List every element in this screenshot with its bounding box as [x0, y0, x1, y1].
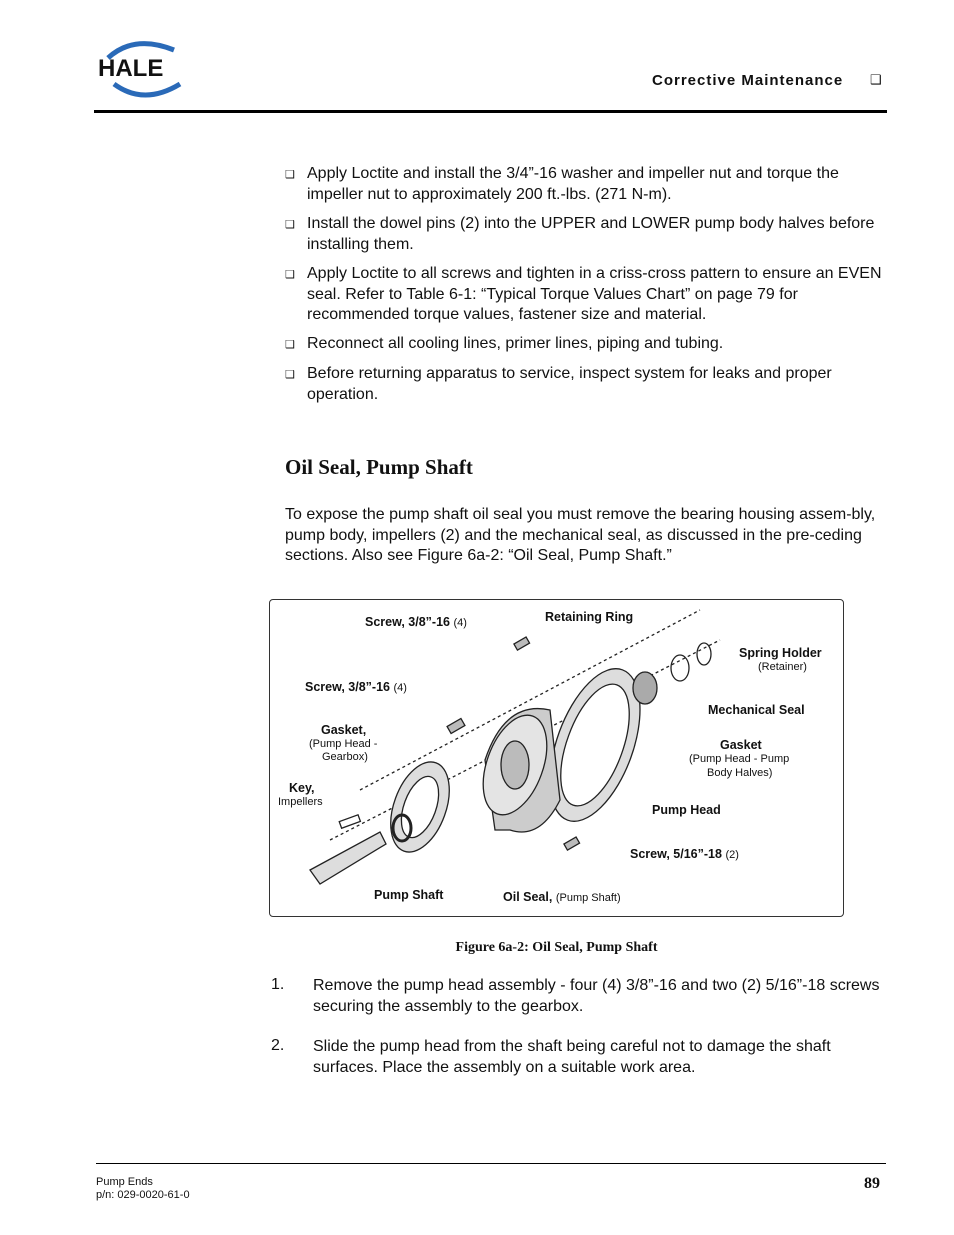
intro-paragraph: To expose the pump shaft oil seal you must remove the bearing housing assem-bly, pump body, impellers (2) and the mechanical seal, as discussed in the pre-ceding sections. Also see Figure 6a-2: “Oil Seal, Pump Shaft.”: [285, 506, 876, 564]
label-gasket-right: Gasket: [720, 738, 762, 752]
bullet-text: Apply Loctite and install the 3/4”-16 washer and impeller nut and torque the impeller nut to approximately 200 ft.-lbs. (271 N-m).: [307, 165, 839, 203]
label-gasket-right-sub: (Pump Head - Pump: [689, 753, 790, 765]
label-spring-holder: Spring Holder: [739, 646, 822, 660]
step-text: Remove the pump head assembly - four (4) 3/8”-16 and two (2) 5/16”-18 screws securing the assembly to the gearbox.: [313, 977, 880, 1015]
bullet-text: Reconnect all cooling lines, primer lines, piping and tubing.: [307, 335, 724, 352]
step-text: Slide the pump head from the shaft being careful not to damage the shaft surfaces. Place the assembly on a suitable work area.: [313, 1038, 831, 1076]
footer-doc-title: Pump Ends: [96, 1176, 153, 1188]
bullet-icon: ❑: [285, 269, 295, 281]
label-gasket-left: Gasket,: [321, 723, 367, 737]
footer-rule: [96, 1163, 886, 1164]
label-screw-mid: Screw, 3/8”-16 (4): [305, 680, 407, 694]
figure-caption: Figure 6a-2: Oil Seal, Pump Shaft: [455, 940, 658, 955]
label-screw-top: Screw, 3/8”-16 (4): [365, 615, 467, 629]
bullet-text: Install the dowel pins (2) into the UPPER and LOWER pump body halves before installing them.: [307, 215, 875, 253]
label-mechanical-seal: Mechanical Seal: [708, 703, 805, 717]
step-number: 1.: [271, 976, 285, 993]
label-retaining-ring: Retaining Ring: [545, 610, 634, 624]
bullet-item: [285, 264, 885, 326]
page-number: 89: [864, 1175, 880, 1192]
label-gasket-left-sub: Gearbox): [322, 751, 368, 763]
bullet-item: [285, 334, 885, 355]
bullet-icon: ❑: [285, 169, 295, 181]
header-marker: ❑: [870, 72, 882, 87]
hale-logo: [94, 36, 190, 100]
label-pump-head: Pump Head: [652, 803, 721, 817]
bullet-item: [285, 164, 885, 205]
label-oil-seal: Oil Seal, (Pump Shaft): [503, 890, 621, 904]
svg-text:HALE: HALE: [98, 55, 164, 82]
bullet-icon: ❑: [285, 219, 295, 231]
bullet-item: [285, 364, 885, 405]
section-heading: Oil Seal, Pump Shaft: [285, 455, 473, 479]
label-gasket-right-sub: Body Halves): [707, 767, 773, 779]
bullet-icon: ❑: [285, 369, 295, 381]
label-screw-bottom: Screw, 5/16”-18 (2): [630, 847, 739, 861]
bullet-item: [285, 214, 885, 255]
label-gasket-left-sub: (Pump Head -: [309, 738, 378, 750]
footer-part-number: p/n: 029-0020-61-0: [96, 1189, 190, 1201]
bullet-text: Before returning apparatus to service, inspect system for leaks and proper operation.: [307, 365, 832, 403]
label-pump-shaft: Pump Shaft: [374, 888, 444, 902]
header-rule: [94, 110, 887, 113]
bullet-icon: ❑: [285, 339, 295, 351]
bullet-text: Apply Loctite to all screws and tighten in a criss-cross pattern to ensure an EVEN seal. Refer to Table 6-1: “Typical Torque Values Chart” on page 79 for recommended torque values, fastener size and material.: [307, 265, 882, 323]
exploded-diagram: [269, 599, 844, 917]
label-spring-holder-sub: (Retainer): [758, 661, 807, 673]
label-key-sub: Impellers: [278, 796, 323, 808]
label-key: Key,: [289, 781, 315, 795]
running-header: Corrective Maintenance: [652, 72, 844, 89]
step-number: 2.: [271, 1037, 285, 1054]
